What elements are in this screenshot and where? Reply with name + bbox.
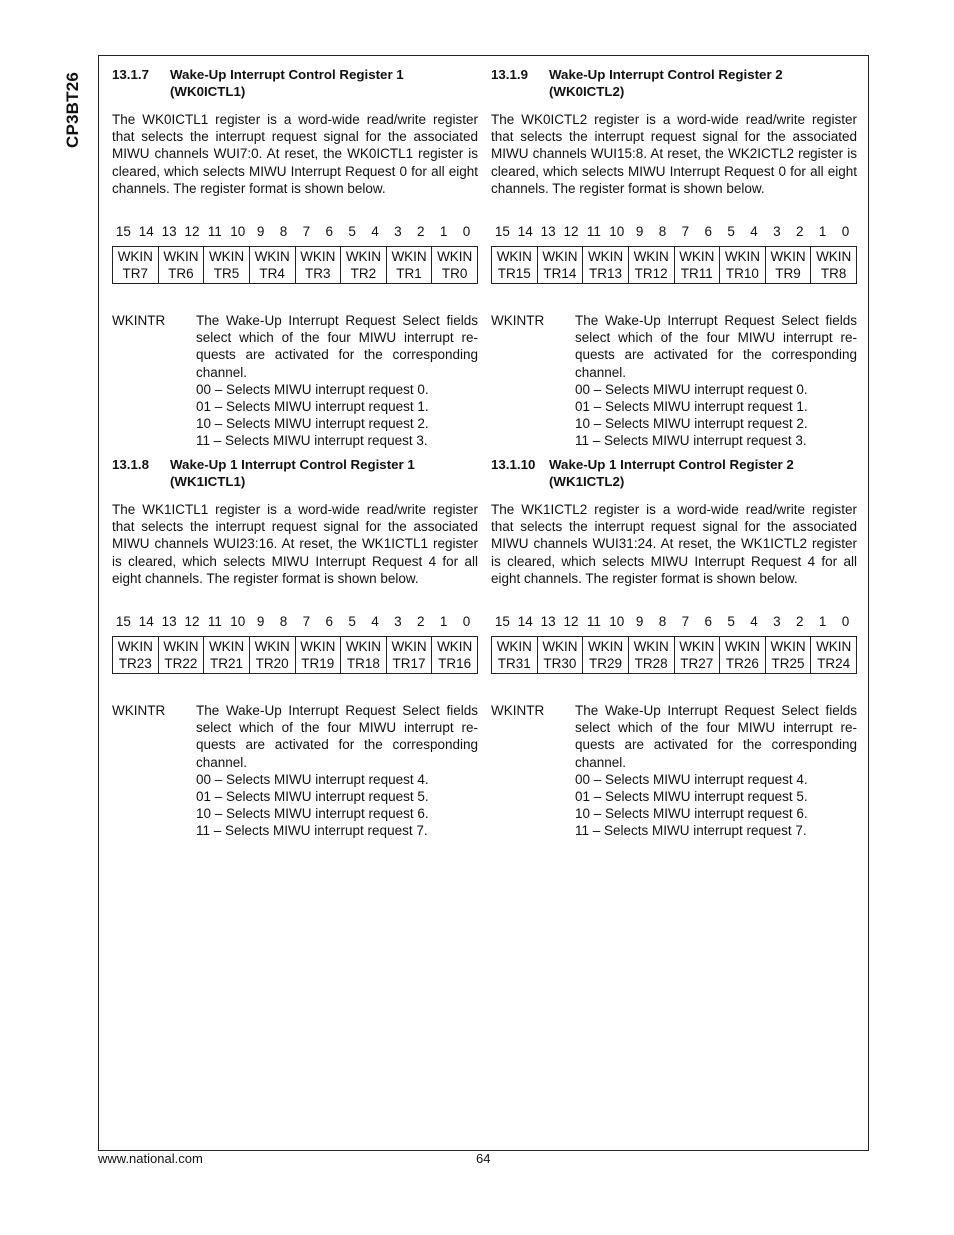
field-detail — [196, 702, 478, 840]
bit-number: 0 — [841, 614, 850, 630]
bit-number-row — [491, 224, 857, 240]
field-description — [491, 702, 857, 840]
bit-number: 2 — [417, 224, 425, 240]
bit-number: 14 — [517, 224, 533, 240]
register-diagram — [491, 636, 857, 674]
register-field-cell — [583, 247, 629, 283]
register-field-suffix: TR13 — [589, 266, 623, 282]
register-field-cell — [159, 637, 205, 673]
field-detail — [575, 312, 857, 450]
register-diagram — [491, 246, 857, 284]
bit-number-row — [112, 224, 478, 240]
register-field-prefix: WKIN — [391, 249, 427, 265]
field-option: 10 – Selects MIWU interrupt request 6. — [196, 806, 429, 822]
register-field-cell — [250, 247, 296, 283]
field-detail — [575, 702, 857, 840]
bit-number: 4 — [750, 224, 758, 240]
section-heading — [491, 66, 857, 100]
bit-number: 13 — [540, 224, 556, 240]
field-option: 11 – Selects MIWU interrupt request 3. — [196, 433, 428, 449]
bit-number: 8 — [279, 224, 288, 240]
register-field-cell — [492, 247, 538, 283]
register-field-prefix: WKIN — [816, 249, 852, 265]
bit-number: 4 — [371, 224, 379, 240]
register-field-cell — [204, 247, 250, 283]
register-field-suffix: TR9 — [775, 266, 801, 282]
register-field-prefix: WKIN — [345, 249, 382, 265]
register-field-cell — [538, 637, 584, 673]
section-13-1-10 — [491, 456, 857, 840]
bit-number: 8 — [279, 614, 288, 630]
register-field-cell — [492, 637, 538, 673]
register-field-suffix: TR27 — [680, 656, 714, 672]
register-field-cell — [250, 637, 296, 673]
bit-number: 8 — [658, 224, 667, 240]
register-field-suffix: TR29 — [589, 656, 623, 672]
bit-number: 7 — [681, 614, 690, 630]
register-field-prefix: WKIN — [117, 639, 153, 655]
field-option: 00 – Selects MIWU interrupt request 4. — [575, 771, 808, 787]
section-title-line: Wake-Up Interrupt Control Register 1 — [170, 67, 404, 82]
field-name: WKINTR — [491, 703, 545, 719]
bit-number: 8 — [658, 614, 667, 630]
bit-number: 6 — [704, 614, 713, 630]
bit-number: 11 — [586, 614, 601, 630]
register-field-prefix: WKIN — [208, 639, 245, 655]
register-field-suffix: TR14 — [543, 266, 577, 282]
field-name: WKINTR — [112, 313, 166, 329]
field-option: 00 – Selects MIWU interrupt request 0. — [575, 381, 808, 397]
register-field-cell — [296, 637, 342, 673]
register-field-prefix: WKIN — [679, 249, 715, 265]
bit-number: 3 — [394, 614, 402, 630]
bit-number: 10 — [230, 614, 246, 630]
section-body: The WK0ICTL2 register is a word-wide read/write register that selects the interrupt request signal for the associated MIWU channels WUI15:8. At reset, the WK2ICTL2 register is cleared, which selects MIWU Interrupt Request 0 for all eight channels. The register format is shown below. — [491, 112, 857, 196]
bit-number: 9 — [256, 614, 265, 630]
bit-number: 12 — [563, 224, 579, 240]
register-field-suffix: TR31 — [497, 656, 531, 672]
section-13-1-8 — [112, 456, 478, 840]
register-field-prefix: WKIN — [496, 249, 532, 265]
section-title — [170, 66, 478, 100]
register-field-cell — [159, 247, 205, 283]
register-field-suffix: TR15 — [497, 266, 531, 282]
register-field-suffix: TR0 — [441, 266, 468, 282]
bit-number: 5 — [727, 224, 735, 240]
section-title-line: Wake-Up 1 Interrupt Control Register 1 — [170, 457, 415, 472]
footer-url[interactable]: www.national.com — [98, 1151, 203, 1166]
register-field-cell — [675, 247, 721, 283]
register-field-prefix: WKIN — [587, 639, 624, 655]
section-number: 13.1.8 — [112, 457, 149, 472]
field-description — [112, 312, 478, 450]
field-desc-text: The Wake-Up Interrupt Request Select fields select which of the four MIWU interrupt re-quests are activated for the corresponding channel. — [196, 313, 478, 380]
bit-number: 10 — [230, 224, 246, 240]
section-title-register: (WK1ICTL1) — [170, 474, 246, 489]
register-field-cell — [538, 247, 584, 283]
register-field-suffix: TR2 — [350, 266, 377, 282]
register-field-suffix: TR4 — [259, 266, 285, 282]
page-number: 64 — [476, 1151, 491, 1166]
bit-number: 5 — [727, 614, 735, 630]
bit-number: 1 — [439, 614, 448, 630]
register-field-suffix: TR16 — [438, 656, 472, 672]
register-field-cell — [341, 637, 387, 673]
section-heading — [491, 456, 857, 490]
section-title-register: (WK0ICTL1) — [170, 84, 246, 99]
field-option: 10 – Selects MIWU interrupt request 2. — [196, 416, 429, 432]
register-field-cell — [432, 637, 477, 673]
register-field-cell — [113, 637, 159, 673]
register-field-suffix: TR1 — [396, 266, 422, 282]
bit-number: 15 — [494, 614, 510, 630]
register-field-prefix: WKIN — [542, 639, 578, 655]
section-number: 13.1.7 — [112, 67, 149, 82]
register-field-prefix: WKIN — [254, 249, 290, 265]
register-field-prefix: WKIN — [300, 639, 336, 655]
bit-number: 1 — [818, 614, 827, 630]
field-option: 01 – Selects MIWU interrupt request 1. — [575, 399, 808, 415]
field-option: 11 – Selects MIWU interrupt request 3. — [575, 433, 807, 449]
register-field-cell — [766, 247, 812, 283]
section-body: The WK1ICTL1 register is a word-wide read/write register that selects the interrupt request signal for the associated MIWU channels WUI23:16. At reset, the WK1ICTL1 register is cleared, which selects MIWU Interrupt Request 4 for all eight channels. The register format is shown below. — [112, 502, 478, 586]
register-field-prefix: WKIN — [437, 639, 473, 655]
section-title-register: (WK0ICTL2) — [549, 84, 625, 99]
register-field-suffix: TR7 — [122, 266, 149, 282]
document-side-title — [58, 60, 88, 160]
register-field-prefix: WKIN — [437, 249, 473, 265]
bit-number-row — [112, 614, 478, 630]
bit-number: 7 — [302, 614, 311, 630]
register-field-cell — [341, 247, 387, 283]
bit-number: 6 — [325, 224, 334, 240]
register-field-cell — [204, 637, 250, 673]
register-field-suffix: TR19 — [301, 656, 335, 672]
register-field-cell — [387, 247, 433, 283]
bit-number: 13 — [161, 614, 177, 630]
section-title-register: (WK1ICTL2) — [549, 474, 625, 489]
register-diagram — [112, 246, 478, 284]
bit-number: 1 — [439, 224, 448, 240]
register-field-suffix: TR21 — [210, 656, 244, 672]
bit-number: 3 — [773, 224, 781, 240]
register-field-suffix: TR17 — [392, 656, 426, 672]
bit-number: 13 — [161, 224, 177, 240]
register-field-suffix: TR6 — [168, 266, 194, 282]
field-name: WKINTR — [112, 703, 166, 719]
register-field-prefix: WKIN — [587, 249, 624, 265]
register-field-prefix: WKIN — [724, 639, 761, 655]
register-field-cell — [432, 247, 477, 283]
bit-number: 0 — [841, 224, 850, 240]
bit-number: 12 — [184, 224, 200, 240]
register-field-cell — [296, 247, 342, 283]
register-field-cell — [720, 247, 766, 283]
register-field-suffix: TR23 — [118, 656, 152, 672]
field-desc-text: The Wake-Up Interrupt Request Select fields select which of the four MIWU interrupt re-quests are activated for the corresponding channel. — [196, 703, 478, 770]
field-option: 01 – Selects MIWU interrupt request 5. — [196, 789, 429, 805]
bit-number: 9 — [256, 224, 265, 240]
field-option: 11 – Selects MIWU interrupt request 7. — [575, 823, 807, 839]
bit-number: 2 — [796, 224, 804, 240]
bit-number: 11 — [207, 224, 222, 240]
field-description — [112, 702, 478, 840]
bit-number: 7 — [681, 224, 690, 240]
field-detail — [196, 312, 478, 450]
register-field-suffix: TR5 — [213, 266, 240, 282]
bit-number: 10 — [609, 224, 625, 240]
section-number: 13.1.10 — [491, 457, 536, 472]
bit-number: 9 — [635, 614, 644, 630]
bit-number: 1 — [818, 224, 827, 240]
register-field-prefix: WKIN — [542, 249, 578, 265]
section-title-line: Wake-Up Interrupt Control Register 2 — [549, 67, 783, 82]
register-field-suffix: TR30 — [543, 656, 577, 672]
bit-number: 9 — [635, 224, 644, 240]
register-field-suffix: TR10 — [725, 266, 759, 282]
register-field-suffix: TR26 — [725, 656, 759, 672]
register-field-prefix: WKIN — [496, 639, 532, 655]
bit-number: 6 — [325, 614, 334, 630]
bit-number: 14 — [138, 224, 154, 240]
bit-number: 3 — [394, 224, 402, 240]
bit-number: 2 — [417, 614, 425, 630]
register-field-prefix: WKIN — [163, 249, 199, 265]
section-title — [549, 456, 857, 490]
bit-number: 12 — [563, 614, 579, 630]
section-13-1-7 — [112, 66, 478, 450]
bit-number: 15 — [115, 224, 131, 240]
section-number: 13.1.9 — [491, 67, 528, 82]
register-field-cell — [811, 247, 856, 283]
bit-number: 14 — [517, 614, 533, 630]
register-field-cell — [629, 637, 675, 673]
field-option: 10 – Selects MIWU interrupt request 2. — [575, 416, 808, 432]
register-field-cell — [720, 637, 766, 673]
register-field-suffix: TR3 — [305, 266, 331, 282]
register-field-suffix: TR18 — [346, 656, 380, 672]
section-title-line: Wake-Up 1 Interrupt Control Register 2 — [549, 457, 794, 472]
field-desc-text: The Wake-Up Interrupt Request Select fields select which of the four MIWU interrupt re-quests are activated for the corresponding channel. — [575, 703, 857, 770]
register-field-suffix: TR20 — [255, 656, 289, 672]
register-field-suffix: TR12 — [634, 266, 668, 282]
field-option: 10 – Selects MIWU interrupt request 6. — [575, 806, 808, 822]
register-field-prefix: WKIN — [633, 639, 669, 655]
field-desc-text: The Wake-Up Interrupt Request Select fields select which of the four MIWU interrupt re-quests are activated for the corresponding channel. — [575, 313, 857, 380]
bit-number: 15 — [494, 224, 510, 240]
register-field-cell — [583, 637, 629, 673]
bit-number: 6 — [704, 224, 713, 240]
bit-number: 2 — [796, 614, 804, 630]
bit-number: 12 — [184, 614, 200, 630]
register-field-cell — [629, 247, 675, 283]
register-field-suffix: TR24 — [817, 656, 851, 672]
register-field-prefix: WKIN — [633, 249, 669, 265]
field-option: 11 – Selects MIWU interrupt request 7. — [196, 823, 428, 839]
register-field-cell — [675, 637, 721, 673]
register-field-cell — [811, 637, 856, 673]
register-field-suffix: TR8 — [820, 266, 847, 282]
field-option: 00 – Selects MIWU interrupt request 0. — [196, 381, 429, 397]
register-field-prefix: WKIN — [117, 249, 153, 265]
bit-number: 3 — [773, 614, 781, 630]
field-description — [491, 312, 857, 450]
register-field-suffix: TR11 — [680, 266, 713, 282]
register-field-prefix: WKIN — [300, 249, 336, 265]
bit-number: 5 — [348, 224, 356, 240]
register-field-prefix: WKIN — [770, 639, 806, 655]
bit-number: 7 — [302, 224, 311, 240]
bit-number: 0 — [462, 614, 471, 630]
bit-number: 10 — [609, 614, 625, 630]
register-field-prefix: WKIN — [208, 249, 245, 265]
register-field-prefix: WKIN — [391, 639, 427, 655]
register-field-prefix: WKIN — [770, 249, 806, 265]
field-option: 01 – Selects MIWU interrupt request 1. — [196, 399, 429, 415]
field-name: WKINTR — [491, 313, 545, 329]
bit-number: 11 — [586, 224, 601, 240]
field-option: 00 – Selects MIWU interrupt request 4. — [196, 771, 429, 787]
register-field-prefix: WKIN — [679, 639, 715, 655]
register-field-prefix: WKIN — [254, 639, 290, 655]
section-13-1-9 — [491, 66, 857, 450]
section-heading — [112, 66, 478, 100]
bit-number: 4 — [371, 614, 379, 630]
section-body: The WK1ICTL2 register is a word-wide read/write register that selects the interrupt request signal for the associated MIWU channels WUI31:24. At reset, the WK1ICTL2 register is cleared, which selects MIWU Interrupt Request 4 for all eight channels. The register format is shown below. — [491, 502, 857, 586]
register-field-prefix: WKIN — [345, 639, 382, 655]
bit-number: 11 — [207, 614, 222, 630]
bit-number: 15 — [115, 614, 131, 630]
bit-number: 14 — [138, 614, 154, 630]
section-body: The WK0ICTL1 register is a word-wide read/write register that selects the interrupt request signal for the associated MIWU channels WUI7:0. At reset, the WK0ICTL1 register is cleared, which selects MIWU Interrupt Request 0 for all eight channels. The register format is shown below. — [112, 112, 478, 196]
register-field-cell — [113, 247, 159, 283]
register-field-prefix: WKIN — [816, 639, 852, 655]
field-option: 01 – Selects MIWU interrupt request 5. — [575, 789, 808, 805]
bit-number: 13 — [540, 614, 556, 630]
section-title — [549, 66, 857, 100]
register-diagram — [112, 636, 478, 674]
bit-number: 5 — [348, 614, 356, 630]
section-title — [170, 456, 478, 490]
register-field-suffix: TR22 — [164, 656, 198, 672]
side-title-text: CP3BT26 — [63, 71, 82, 149]
register-field-prefix: WKIN — [724, 249, 761, 265]
register-field-cell — [387, 637, 433, 673]
register-field-suffix: TR25 — [771, 656, 805, 672]
register-field-cell — [766, 637, 812, 673]
register-field-prefix: WKIN — [163, 639, 199, 655]
bit-number-row — [491, 614, 857, 630]
bit-number: 4 — [750, 614, 758, 630]
bit-number: 0 — [462, 224, 471, 240]
section-heading — [112, 456, 478, 490]
register-field-suffix: TR28 — [634, 656, 668, 672]
